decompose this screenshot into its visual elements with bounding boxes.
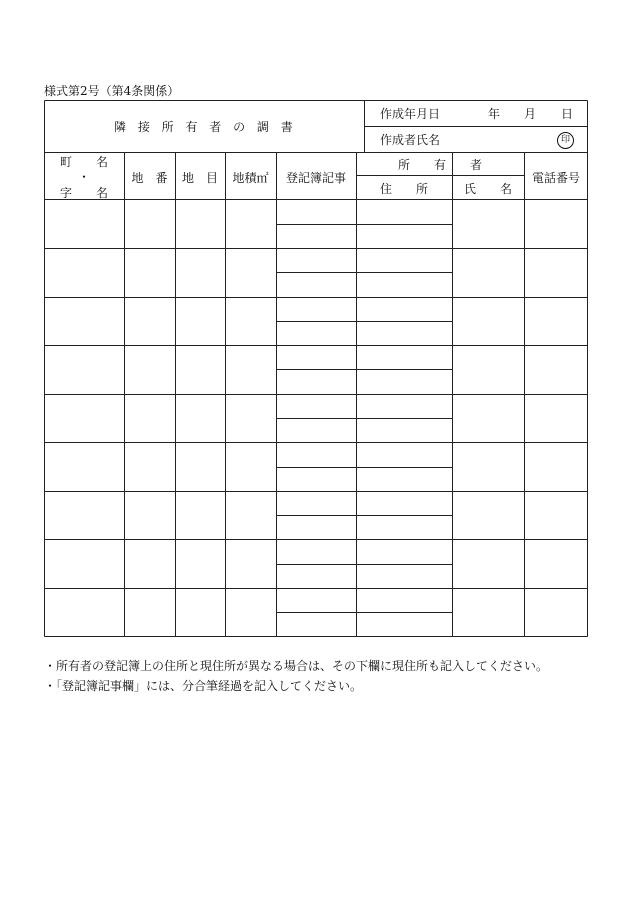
document-title: 隣 接 所 有 者 の 調 書 (114, 120, 297, 134)
creator-name-label: 作成者氏名 (380, 133, 441, 147)
day-label: 日 (561, 107, 574, 121)
year-label: 年 (488, 107, 501, 121)
adjacent-owner-survey-table (44, 100, 588, 637)
seal-mark-icon: 印 (557, 132, 574, 149)
owner-name-heading: 氏 名 (463, 182, 512, 196)
month-label: 月 (524, 107, 537, 121)
owner-heading: 所 有 者 (397, 158, 482, 172)
land-area-heading: 地積㎡ (232, 171, 269, 185)
aza-name-heading: 字 名 (59, 186, 108, 200)
creation-date-label: 作成年月日 (380, 107, 441, 121)
owner-address-heading: 住 所 (379, 182, 428, 196)
registry-record-heading: 登記簿記事 (285, 171, 346, 185)
phone-number-heading: 電話番号 (531, 171, 580, 185)
notes-section (44, 656, 548, 696)
land-category-heading: 地 目 (181, 171, 218, 185)
town-name-heading: 町 名 (59, 155, 108, 169)
note-item: ・所有者の登記簿上の住所と現住所が異なる場合は、その下欄に現住所も記入してください。 (44, 659, 549, 673)
town-name-separator: ・ (77, 170, 90, 184)
note-item: ・「登記簿記事欄」には、分合筆経過を記入してください。 (44, 679, 363, 693)
form-number-label: 様式第2号（第4条関係） (44, 84, 180, 98)
lot-number-heading: 地 番 (131, 171, 168, 185)
